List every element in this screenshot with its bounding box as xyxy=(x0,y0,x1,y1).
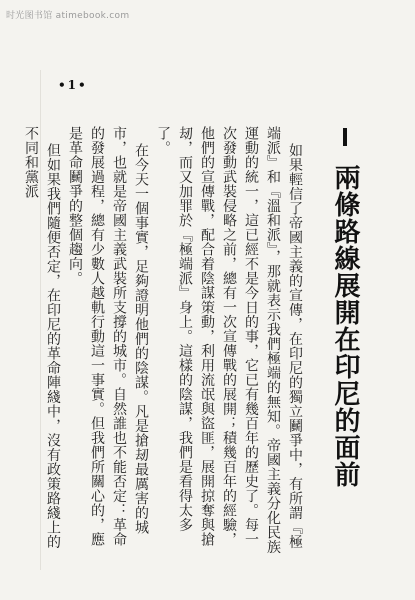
body-text xyxy=(23,126,306,556)
chapter-title-block xyxy=(328,128,362,488)
paragraph-3: 但如果我們隨便否定，在印尼的革命陣綫中，沒有政策路綫上的不同和黨派 xyxy=(23,126,61,549)
page-number: •1• xyxy=(58,78,88,92)
title-dash xyxy=(343,128,347,146)
paragraph-2: 在今天一個事實，足夠證明他們的陰謀。凡是搶刼最厲害的城市，也就是帝國主義武裝所支撐的城市。自然誰也不能否定：革命的發展過程，總有少數人越軌行動這一事實。但我們所關心的，應是革命鬭爭的整個趨向。 xyxy=(67,126,149,547)
chapter-title: 兩條路線展開在印尼的面前 xyxy=(330,164,360,489)
paragraph-1: 如果輕信了帝國主義的宣傳，在印尼的獨立鬭爭中，有所謂『極端派』和『溫和派』，那就表示我們極端的無知。帝國主義分化民族運動的統一，這已經不是今日的事，它已有幾百年的歷史了。每一次發動武裝侵略之前，總有一次宣傳戰的展開；積幾百年的經驗，他們的宣傳戰，配合着陰謀策動，利用流氓與盜匪，展開掠奪與搶刼，而又加罪於『極端派』身上。這樣的陰謀，我們是看得太多了。 xyxy=(155,126,303,554)
watermark: 时光图书馆 atimebook.com xyxy=(6,11,130,21)
